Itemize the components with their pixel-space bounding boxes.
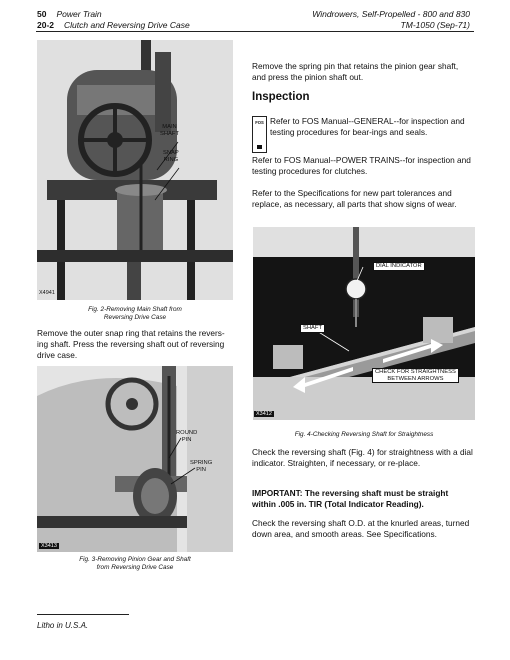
press-photo-illustration-2	[37, 366, 233, 552]
page-number: 50	[37, 9, 47, 19]
figure-2-id: X4941	[39, 290, 55, 296]
footer-litho: Litho in U.S.A.	[37, 621, 89, 630]
header-rule	[36, 31, 474, 32]
paragraph-fos-power-trains: Refer to FOS Manual--POWER TRAINS--for inspection and testing procedures for clutches.	[252, 155, 471, 176]
figure-3-caption: Fig. 3-Removing Pinion Gear and Shaft from Reversing Drive Case	[79, 556, 191, 571]
label-main-shaft: MAIN SHAFT	[160, 124, 180, 137]
press-photo-illustration	[37, 40, 233, 300]
dial-indicator-photo-illustration	[253, 227, 475, 420]
paragraph-fos-general: Refer to FOS Manual--GENERAL--for inspection and testing procedures for bear-ings and seals.	[270, 116, 465, 137]
label-shaft: SHAFT	[300, 324, 325, 333]
label-dial-indicator: DIAL INDICATOR	[373, 262, 425, 271]
label-spring-pin: SPRING PIN	[190, 460, 213, 473]
header-right-title: Windrowers, Self-Propelled - 800 and 830	[312, 9, 470, 19]
label-check-straightness: CHECK FOR STRAIGHTNESS BETWEEN ARROWS	[372, 368, 459, 383]
figure-3-id: X3413	[41, 543, 57, 549]
paragraph-specifications: Refer to the Specifications for new part tolerances and replace, as necessary, all parts that show signs of wear.	[252, 188, 457, 209]
section-title: Power Train	[56, 9, 102, 19]
header-left-line1	[37, 9, 102, 19]
section-number: 20-2	[37, 20, 55, 30]
footer-rule	[37, 614, 129, 615]
figure-4-photo	[253, 227, 475, 420]
fos-reference-icon	[252, 116, 267, 153]
paragraph-check-straightness: Check the reversing shaft (Fig. 4) for straightness with a dial indicator. Straighten, if necessary, or re-place.	[252, 447, 473, 468]
paragraph-remove-snap-ring: Remove the outer snap ring that retains the revers-ing shaft. Press the reversing shaft out of reversing drive case.	[37, 328, 225, 360]
fos-icon-square	[257, 145, 262, 149]
figure-2-caption: Fig. 2-Removing Main Shaft from Reversing Drive Case	[88, 306, 182, 321]
paragraph-important: IMPORTANT: The reversing shaft must be straight within .005 in. TIR (Total Indicator Reading).	[252, 488, 449, 509]
header-left-line2	[37, 20, 190, 30]
figure-4-caption: Fig. 4-Checking Reversing Shaft for Straightness	[294, 431, 434, 438]
paragraph-remove-spring-pin: Remove the spring pin that retains the pinion gear shaft, and press the pinion shaft out.	[252, 61, 459, 82]
figure-2-photo	[37, 40, 233, 300]
inspection-heading: Inspection	[252, 91, 310, 103]
section-subtitle: Clutch and Reversing Drive Case	[64, 20, 190, 30]
paragraph-check-od: Check the reversing shaft O.D. at the knurled areas, turned down area, and smooth areas. See Specifications.	[252, 518, 470, 539]
label-snap-ring: SNAP RING	[163, 150, 179, 163]
figure-4-id: X3412	[256, 411, 272, 417]
header-right-subtitle: TM-1050 (Sep-71)	[400, 20, 470, 30]
fos-icon-text: FOS	[255, 120, 264, 125]
figure-3-photo	[37, 366, 233, 552]
label-round-pin: ROUND PIN	[176, 430, 198, 443]
